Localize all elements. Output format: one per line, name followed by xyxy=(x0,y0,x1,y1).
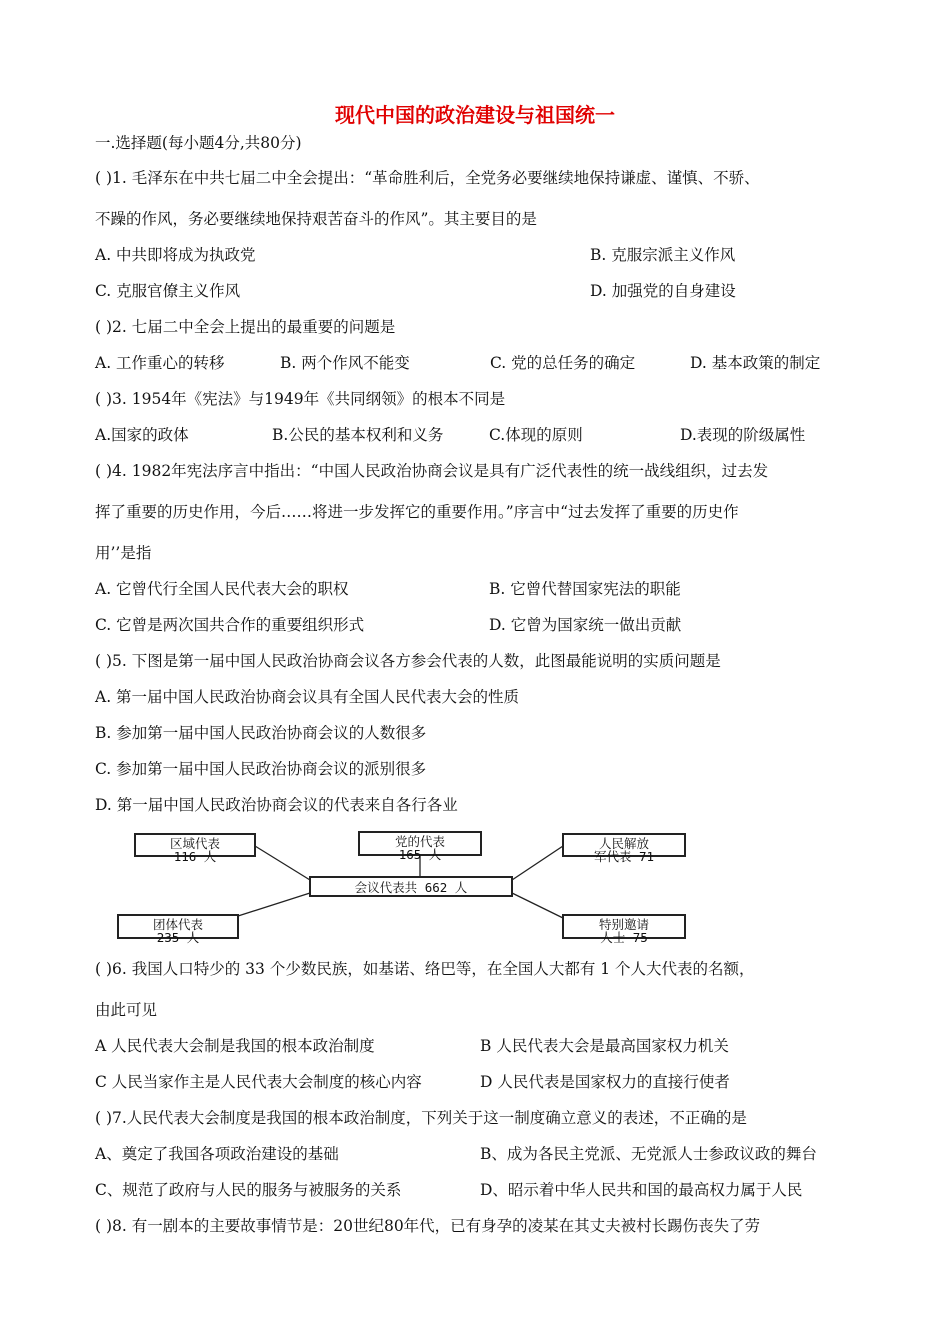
q5-option-a: A. 第一届中国人民政治协商会议具有全国人民代表大会的性质 xyxy=(95,688,520,706)
q3-option-c: C.体现的原则 xyxy=(489,426,583,444)
q1-stem-line1: ( )1. 毛泽东在中共七届二中全会提出：“革命胜利后，全党务必要继续地保持谦虚、谨慎、不骄、 xyxy=(95,169,760,187)
q2-option-c: C. 党的总任务的确定 xyxy=(490,354,636,372)
q8-stem-line1: ( )8. 有一剧本的主要故事情节是：20世纪80年代，已有身孕的凌某在其丈夫被村长踢伤丧失了劳 xyxy=(95,1217,761,1235)
q7-stem: ( )7.人民代表大会制度是我国的根本政治制度，下列关于这一制度确立意义的表述，不正确的是 xyxy=(95,1109,747,1127)
q7-option-a: A、奠定了我国各项政治建设的基础 xyxy=(95,1145,339,1163)
q6-option-b: B 人民代表大会是最高国家权力机关 xyxy=(480,1037,729,1055)
q2-stem: ( )2. 七届二中全会上提出的最重要的问题是 xyxy=(95,318,396,336)
q6-option-d: D 人民代表是国家权力的直接行使者 xyxy=(480,1073,730,1091)
q2-option-d: D. 基本政策的制定 xyxy=(690,354,821,372)
q4-stem-line3: 用’’是指 xyxy=(95,544,152,562)
page-title: 现代中国的政治建设与祖国统一 xyxy=(335,103,615,127)
diagram-box-group: 团体代表 235 人 xyxy=(117,914,239,939)
section-heading: 一.选择题(每小题4分,共80分) xyxy=(95,134,302,152)
q3-option-b: B.公民的基本权利和义务 xyxy=(272,426,444,444)
q7-option-b: B、成为各民主党派、无党派人士参政议政的舞台 xyxy=(480,1145,817,1163)
q3-stem: ( )3. 1954年《宪法》与1949年《共同纲领》的根本不同是 xyxy=(95,390,506,408)
q1-option-a: A. 中共即将成为执政党 xyxy=(95,246,256,264)
q5-stem: ( )5. 下图是第一届中国人民政治协商会议各方参会代表的人数，此图最能说明的实质问题是 xyxy=(95,652,721,670)
q4-stem-line2: 挥了重要的历史作用，今后……将进一步发挥它的重要作用。”序言中“过去发挥了重要的历史作 xyxy=(95,503,739,521)
q5-option-b: B. 参加第一届中国人民政治协商会议的人数很多 xyxy=(95,724,427,742)
diagram-box-region: 区域代表 116 人 xyxy=(134,833,256,857)
q6-stem-line2: 由此可见 xyxy=(95,1001,158,1019)
diagram-box-party: 党的代表 165 人 xyxy=(358,831,482,856)
q4-option-b: B. 它曾代替国家宪法的职能 xyxy=(489,580,681,598)
q1-option-b: B. 克服宗派主义作风 xyxy=(590,246,736,264)
diagram-box-center: 会议代表共 662 人 xyxy=(309,876,513,897)
q7-option-c: C、规范了政府与人民的服务与被服务的关系 xyxy=(95,1181,402,1199)
q5-option-d: D. 第一届中国人民政治协商会议的代表来自各行各业 xyxy=(95,796,458,814)
q1-option-d: D. 加强党的自身建设 xyxy=(590,282,736,300)
q6-option-c: C 人民当家作主是人民代表大会制度的核心内容 xyxy=(95,1073,422,1091)
q4-stem-line1: ( )4. 1982年宪法序言中指出：“中国人民政治协商会议是具有广泛代表性的统一战线组织，过去发 xyxy=(95,462,769,480)
q4-option-c: C. 它曾是两次国共合作的重要组织形式 xyxy=(95,616,365,634)
q4-option-a: A. 它曾代行全国人民代表大会的职权 xyxy=(95,580,349,598)
q2-option-a: A. 工作重心的转移 xyxy=(95,354,225,372)
q3-option-d: D.表现的阶级属性 xyxy=(680,426,806,444)
q1-option-c: C. 克服官僚主义作风 xyxy=(95,282,241,300)
q4-option-d: D. 它曾为国家统一做出贡献 xyxy=(489,616,682,634)
q1-stem-line2: 不躁的作风，务必要继续地保持艰苦奋斗的作风”。其主要目的是 xyxy=(95,210,537,228)
q2-option-b: B. 两个作风不能变 xyxy=(280,354,410,372)
diagram-box-pla: 人民解放 军代表 71 xyxy=(562,833,686,857)
q6-stem-line1: ( )6. 我国人口特少的 33 个少数民族，如基诺、络巴等，在全国人大都有 1 个人大代表的名额， xyxy=(95,960,755,978)
q5-option-c: C. 参加第一届中国人民政治协商会议的派别很多 xyxy=(95,760,427,778)
q6-option-a: A 人民代表大会制是我国的根本政治制度 xyxy=(95,1037,375,1055)
q7-option-d: D、昭示着中华人民共和国的最高权力属于人民 xyxy=(480,1181,803,1199)
diagram-box-special: 特别邀请 人士 75 xyxy=(562,914,686,939)
q3-option-a: A.国家的政体 xyxy=(95,426,189,444)
